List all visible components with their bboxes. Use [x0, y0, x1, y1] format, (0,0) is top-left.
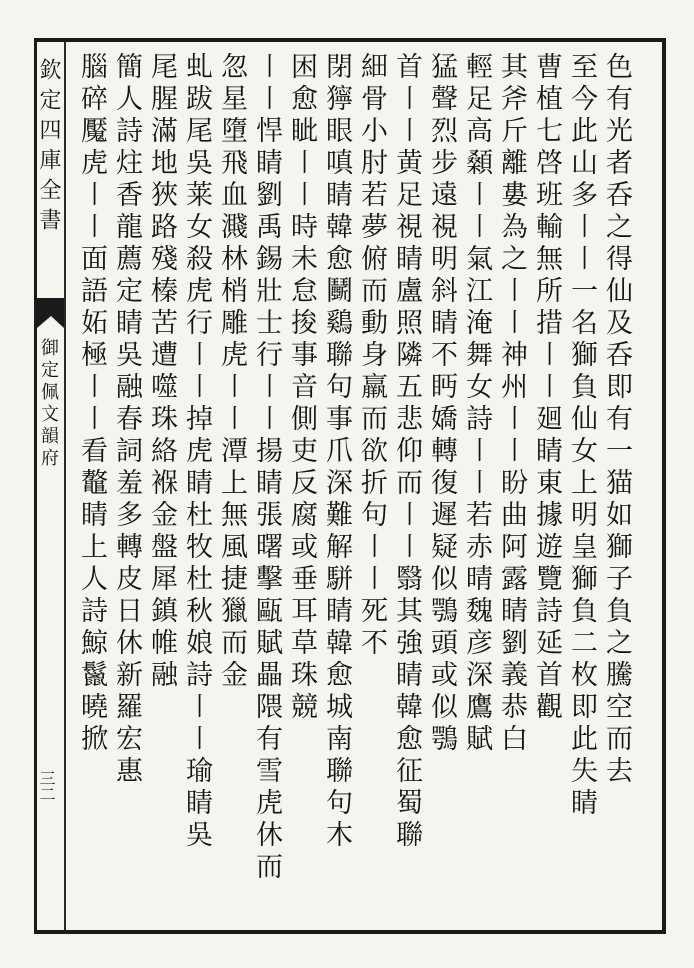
- text-column-4: 其斧斤離婁為之〡〡神州〡〡盼曲阿露睛劉義恭白: [496, 52, 527, 756]
- text-column-16: 腦碎魘虎〡〡面語妬極〡〡看鼇睛上人詩鯨鬣曉掀: [76, 52, 107, 756]
- frame-right-border: [662, 38, 666, 934]
- frame-top-border: [34, 38, 666, 42]
- text-column-12: 忽星墮飛血濺林梢雕虎〡〡潭上無風捷獵而金: [216, 52, 247, 692]
- margin-divider: [64, 42, 66, 930]
- text-column-14: 尾腥滿地狹路殘榛苦遭噬珠絡褓金盤犀鎮帷融: [146, 52, 177, 692]
- section-title: 御定佩文韻府: [38, 338, 59, 470]
- frame-bottom-border: [34, 930, 666, 934]
- page-number: 三二: [37, 770, 56, 802]
- text-column-3: 曹植七啓班輸無所措〡〡廻睛東據遊覽詩延首觀: [531, 52, 562, 724]
- text-column-7: 首〡〡黄足視睛盧照隣五悲仰而〡〡翳其強睛韓愈征蜀聯: [391, 52, 422, 852]
- text-column-2: 至今此山多〡〡一名獅負仙女上明皇獅負二枚即此失睛: [566, 52, 597, 820]
- text-column-9: 閉獰眼嗔睛韓愈鬭鷄聯句事爪深難解駢睛韓愈城南聯句木: [321, 52, 352, 852]
- text-column-1: 色有光者呑之得仙及呑即有一猫如獅子負之騰空而去: [601, 52, 632, 788]
- text-column-13: 虬跋尾吳莱女殺虎行〡〡掉虎睛杜牧杜秋娘詩〡〡瑜睛吳: [181, 52, 212, 852]
- fish-tail-mark-icon: [37, 298, 64, 328]
- text-column-5: 輕足高顙〡〡氣江淹舞女詩〡〡若赤晴魏彦深鷹賦: [461, 52, 492, 756]
- text-column-6: 猛聲烈步遠視明斜睛不眄嬌轉復遲疑似鶚頭或似鶚: [426, 52, 457, 756]
- text-column-10: 困愈眦〡〡時未怠捘事音側吏反腐或垂耳草珠競: [286, 52, 317, 724]
- text-column-8: 細骨小肘若夢俯而動身羸而欲折句〡〡死不: [356, 52, 387, 660]
- book-title: 欽定四庫全書: [36, 58, 61, 238]
- text-column-11: 〡〡悍睛劉禹錫壯士行〡〡揚睛張曙擊甌賦畾隈有雪虎休而: [251, 52, 282, 884]
- text-column-15: 簡人詩炷香龍薦定睛吳融春詞羞多轉皮日休新羅宏惠: [111, 52, 142, 788]
